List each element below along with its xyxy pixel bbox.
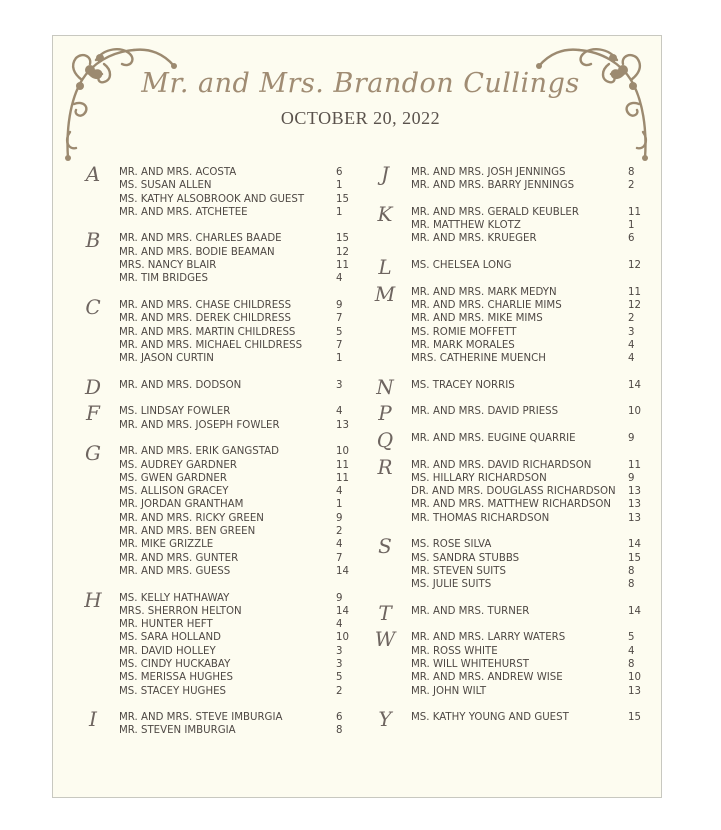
guest-row (70, 538, 360, 551)
guest-row (70, 685, 360, 698)
table-number: 13 (628, 499, 641, 511)
letter-group-r (362, 454, 652, 525)
guest-row (362, 299, 652, 312)
table-number: 13 (628, 685, 641, 697)
table-number: 2 (336, 685, 343, 697)
flourish-ornament-top-right-icon (535, 40, 653, 162)
table-number: 7 (336, 313, 343, 325)
section-letter: W (374, 627, 396, 652)
table-number: 7 (336, 339, 343, 351)
guest-row (362, 485, 652, 498)
guest-row (70, 193, 360, 206)
guest-name: MS. CHELSEA LONG (411, 260, 512, 272)
guest-name: MS. SARA HOLLAND (119, 632, 221, 644)
letter-group-a (70, 162, 360, 219)
table-number: 15 (336, 233, 349, 245)
section-letter: L (378, 255, 392, 280)
guest-row (70, 179, 360, 192)
guest-row (362, 326, 652, 339)
guest-name: DR. AND MRS. DOUGLASS RICHARDSON (411, 486, 616, 498)
guest-name: MR. AND MRS. MICHAEL CHILDRESS (119, 339, 303, 351)
guest-name: MR. JORDAN GRANTHAM (119, 499, 244, 511)
table-number: 1 (336, 180, 343, 192)
table-number: 4 (628, 353, 635, 365)
guest-name: MR. AND MRS. DAVID PRIESS (411, 406, 559, 418)
guest-name: MS. HILLARY RICHARDSON (411, 472, 547, 484)
guest-name: MS. ROMIE MOFFETT (411, 326, 517, 338)
guest-row (362, 352, 652, 365)
table-number: 5 (628, 632, 635, 644)
guest-row (70, 498, 360, 511)
guest-name: MR. AND MRS. DAVID RICHARDSON (411, 459, 592, 471)
table-number: 9 (336, 592, 343, 604)
table-number: 10 (336, 632, 349, 644)
letter-group-f (70, 401, 360, 432)
letter-group-n (362, 374, 652, 399)
guest-row (362, 339, 652, 352)
guest-row (362, 472, 652, 485)
guest-row (70, 445, 360, 458)
guest-list-left-column (70, 162, 360, 751)
guest-name: MRS. CATHERINE MUENCH (411, 353, 546, 365)
guest-row (70, 419, 360, 432)
event-date: OCTOBER 20, 2022 (280, 108, 441, 128)
table-number: 1 (628, 220, 635, 232)
guest-name: MS. STACEY HUGHES (119, 685, 227, 697)
guest-name: MR. AND MRS. LARRY WATERS (411, 632, 566, 644)
section-letter: B (85, 228, 101, 253)
guest-row (362, 552, 652, 565)
guest-name: MR. AND MRS. DEREK CHILDRESS (119, 313, 291, 325)
table-number: 10 (628, 406, 641, 418)
guest-name: MS. JULIE SUITS (411, 579, 492, 591)
table-number: 13 (628, 486, 641, 498)
table-number: 15 (336, 193, 349, 205)
table-number: 5 (336, 672, 343, 684)
table-number: 7 (336, 552, 343, 564)
guest-name: MR. AND MRS. BODIE BEAMAN (119, 246, 275, 258)
table-number: 11 (628, 206, 641, 218)
section-letter: J (380, 162, 390, 186)
table-number: 11 (628, 286, 641, 298)
letter-group-m (362, 281, 652, 366)
guest-row (362, 179, 652, 192)
guest-row (70, 272, 360, 285)
guest-row (70, 485, 360, 498)
guest-name: MRS. NANCY BLAIR (119, 260, 217, 272)
letter-group-d (70, 374, 360, 399)
guest-name: MR. MATTHEW KLOTZ (411, 220, 521, 232)
table-number: 14 (336, 565, 349, 577)
guest-row (70, 246, 360, 259)
letter-group-p (362, 401, 652, 426)
guest-row (70, 671, 360, 684)
flourish-ornament-top-left-icon (60, 40, 178, 162)
letter-group-j (362, 162, 652, 193)
guest-row (70, 552, 360, 565)
guest-name: MR. STEVEN IMBURGIA (119, 725, 236, 737)
table-number: 12 (628, 260, 641, 272)
section-letter: T (378, 600, 392, 625)
table-number: 11 (628, 459, 641, 471)
table-number: 15 (628, 552, 641, 564)
guest-name: MR. DAVID HOLLEY (119, 645, 216, 657)
guest-row (362, 405, 652, 418)
table-number: 4 (336, 486, 343, 498)
table-number: 10 (628, 672, 641, 684)
guest-name: MR. AND MRS. CHASE CHILDRESS (119, 299, 292, 311)
section-letter: R (377, 454, 393, 479)
guest-name: MS. ROSE SILVA (411, 539, 492, 551)
guest-row (362, 578, 652, 591)
section-letter: A (85, 162, 101, 186)
guest-row (362, 206, 652, 219)
section-letter: D (84, 374, 102, 399)
letter-group-c (70, 294, 360, 365)
table-number: 1 (336, 499, 343, 511)
guest-row (362, 379, 652, 392)
guest-name: MR. AND MRS. ERIK GANGSTAD (119, 446, 279, 458)
table-number: 6 (628, 233, 635, 245)
guest-row (362, 538, 652, 551)
section-letter: G (85, 441, 101, 466)
guest-row (362, 658, 652, 671)
letter-group-i (70, 707, 360, 738)
guest-name: MR. AND MRS. GUNTER (119, 552, 239, 564)
guest-name: MR. HUNTER HEFT (119, 619, 213, 631)
section-letter: Q (376, 427, 394, 452)
table-number: 8 (628, 658, 635, 670)
table-number: 14 (628, 605, 641, 617)
guest-name: MS. KATHY ALSOBROOK AND GUEST (119, 193, 305, 205)
guest-name: MR. AND MRS. ANDREW WISE (411, 672, 563, 684)
table-number: 2 (628, 180, 635, 192)
guest-row (70, 631, 360, 644)
guest-row (362, 166, 652, 179)
guest-name: MR. AND MRS. JOSH JENNINGS (411, 167, 566, 178)
guest-name: MS. ALLISON GRACEY (119, 486, 229, 498)
table-number: 4 (336, 539, 343, 551)
guest-name: MR. AND MRS. ATCHETEE (119, 206, 248, 218)
table-number: 1 (336, 206, 343, 218)
guest-list-right-column (362, 162, 652, 738)
guest-name: MR. AND MRS. MATTHEW RICHARDSON (411, 499, 611, 511)
table-number: 14 (336, 605, 349, 617)
letter-group-w (362, 627, 652, 697)
guest-name: MR. AND MRS. DODSON (119, 379, 242, 391)
guest-name: MS. KELLY HATHAWAY (119, 592, 230, 604)
guest-name: MS. GWEN GARDNER (119, 472, 227, 484)
guest-row (70, 259, 360, 272)
guest-name: MR. AND MRS. MARTIN CHILDRESS (119, 326, 296, 338)
guest-row (70, 326, 360, 339)
guest-row (70, 711, 360, 724)
guest-name: MR. AND MRS. EUGINE QUARRIE (411, 432, 576, 444)
section-letter: F (86, 401, 100, 426)
guest-name: MR. ROSS WHITE (411, 645, 498, 657)
guest-name: MR. JOHN WILT (411, 685, 487, 697)
guest-name: MR. JASON CURTIN (119, 353, 214, 365)
guest-row (362, 498, 652, 511)
couple-title: Mr. and Mrs. Brandon Cullings (141, 68, 580, 99)
section-letter: C (85, 294, 101, 319)
guest-name: MS. TRACEY NORRIS (411, 379, 515, 391)
table-number: 2 (628, 313, 635, 325)
guest-name: MR. AND MRS. BARRY JENNINGS (411, 180, 575, 192)
table-number: 11 (336, 260, 349, 272)
guest-row (362, 605, 652, 618)
section-letter: I (89, 707, 97, 732)
table-number: 8 (628, 579, 635, 591)
section-letter: S (378, 534, 392, 559)
table-number: 3 (336, 379, 343, 391)
guest-row (362, 219, 652, 232)
table-number: 4 (628, 339, 635, 351)
guest-name: MR. MIKE GRIZZLE (119, 539, 214, 551)
letter-group-q (362, 427, 652, 452)
guest-row (70, 166, 360, 179)
guest-row (362, 685, 652, 698)
guest-row (70, 352, 360, 365)
guest-name: MS. LINDSAY FOWLER (119, 406, 231, 418)
table-number: 9 (336, 299, 343, 311)
guest-row (70, 565, 360, 578)
table-number: 6 (336, 712, 343, 724)
guest-row (362, 286, 652, 299)
guest-name: MR. AND MRS. MIKE MIMS (411, 313, 543, 325)
table-number: 3 (628, 326, 635, 338)
table-number: 12 (628, 299, 641, 311)
guest-name: MR. AND MRS. KRUEGER (411, 233, 537, 245)
guest-row (362, 312, 652, 325)
table-number: 6 (336, 167, 343, 178)
letter-group-y (362, 707, 652, 732)
guest-row (362, 232, 652, 245)
guest-name: MR. AND MRS. STEVE IMBURGIA (119, 712, 283, 724)
guest-name: MR. AND MRS. MARK MEDYN (411, 286, 557, 298)
letter-group-b (70, 228, 360, 285)
table-number: 8 (628, 565, 635, 577)
table-number: 4 (336, 406, 343, 418)
guest-row (362, 671, 652, 684)
guest-row (362, 432, 652, 445)
guest-name: MS. SANDRA STUBBS (411, 552, 520, 564)
table-number: 8 (336, 725, 343, 737)
table-number: 4 (628, 645, 635, 657)
guest-name: MR. AND MRS. CHARLIE MIMS (411, 299, 562, 311)
guest-row (362, 565, 652, 578)
letter-group-g (70, 441, 360, 578)
guest-name: MS. MERISSA HUGHES (119, 672, 233, 684)
table-number: 9 (628, 472, 635, 484)
table-number: 5 (336, 326, 343, 338)
guest-row (70, 206, 360, 219)
section-letter: Y (378, 707, 392, 732)
guest-row (70, 299, 360, 312)
guest-name: MRS. SHERRON HELTON (119, 605, 242, 617)
guest-name: MR. AND MRS. GUESS (119, 565, 231, 577)
guest-row (70, 658, 360, 671)
guest-name: MR. AND MRS. TURNER (411, 605, 530, 617)
guest-name: MR. WILL WHITEHURST (411, 658, 529, 670)
guest-name: MS. AUDREY GARDNER (119, 459, 237, 471)
section-letter: P (378, 401, 392, 426)
table-number: 12 (336, 246, 349, 258)
guest-name: MR. TIM BRIDGES (119, 273, 208, 285)
guest-row (70, 512, 360, 525)
table-number: 13 (628, 512, 641, 524)
guest-name: MS. CINDY HUCKABAY (119, 658, 231, 670)
letter-group-h (70, 587, 360, 698)
guest-row (70, 405, 360, 418)
section-letter: H (84, 587, 102, 612)
guest-row (70, 724, 360, 737)
letter-group-l (362, 255, 652, 280)
table-number: 1 (336, 353, 343, 365)
guest-row (70, 618, 360, 631)
table-number: 15 (628, 712, 641, 724)
table-number: 2 (336, 526, 343, 538)
table-number: 11 (336, 459, 349, 471)
guest-row (70, 525, 360, 538)
guest-name: MS. KATHY YOUNG AND GUEST (411, 712, 569, 724)
table-number: 10 (336, 446, 349, 458)
guest-name: MR. AND MRS. GERALD KEUBLER (411, 206, 579, 218)
guest-name: MR. STEVEN SUITS (411, 565, 506, 577)
guest-row (362, 645, 652, 658)
table-number: 4 (336, 619, 343, 631)
guest-row (362, 711, 652, 724)
guest-row (70, 472, 360, 485)
table-number: 9 (336, 512, 343, 524)
table-number: 3 (336, 645, 343, 657)
letter-group-k (362, 201, 652, 246)
table-number: 3 (336, 658, 343, 670)
guest-row (362, 459, 652, 472)
guest-row (70, 645, 360, 658)
guest-name: MR. AND MRS. RICKY GREEN (119, 512, 264, 524)
table-number: 14 (628, 539, 641, 551)
table-number: 14 (628, 379, 641, 391)
guest-name: MR. AND MRS. BEN GREEN (119, 526, 256, 538)
guest-row (70, 339, 360, 352)
section-letter: K (377, 201, 393, 226)
letter-group-t (362, 600, 652, 625)
guest-name: MR. AND MRS. JOSEPH FOWLER (119, 419, 280, 431)
guest-row (70, 379, 360, 392)
section-letter: M (374, 281, 396, 306)
guest-name: MR. AND MRS. CHARLES BAADE (119, 233, 282, 245)
guest-row (362, 512, 652, 525)
letter-group-s (362, 534, 652, 591)
guest-row (70, 312, 360, 325)
guest-row (70, 232, 360, 245)
guest-row (362, 631, 652, 644)
guest-name: MR. AND MRS. ACOSTA (119, 167, 237, 178)
guest-name: MR. THOMAS RICHARDSON (411, 512, 550, 524)
guest-name: MS. SUSAN ALLEN (119, 180, 212, 192)
table-number: 9 (628, 432, 635, 444)
table-number: 11 (336, 472, 349, 484)
table-number: 4 (336, 273, 343, 285)
guest-row (362, 259, 652, 272)
guest-row (70, 459, 360, 472)
guest-name: MR. MARK MORALES (411, 339, 515, 351)
guest-row (70, 592, 360, 605)
table-number: 13 (336, 419, 349, 431)
guest-row (70, 605, 360, 618)
table-number: 8 (628, 167, 635, 178)
section-letter: N (376, 374, 394, 399)
